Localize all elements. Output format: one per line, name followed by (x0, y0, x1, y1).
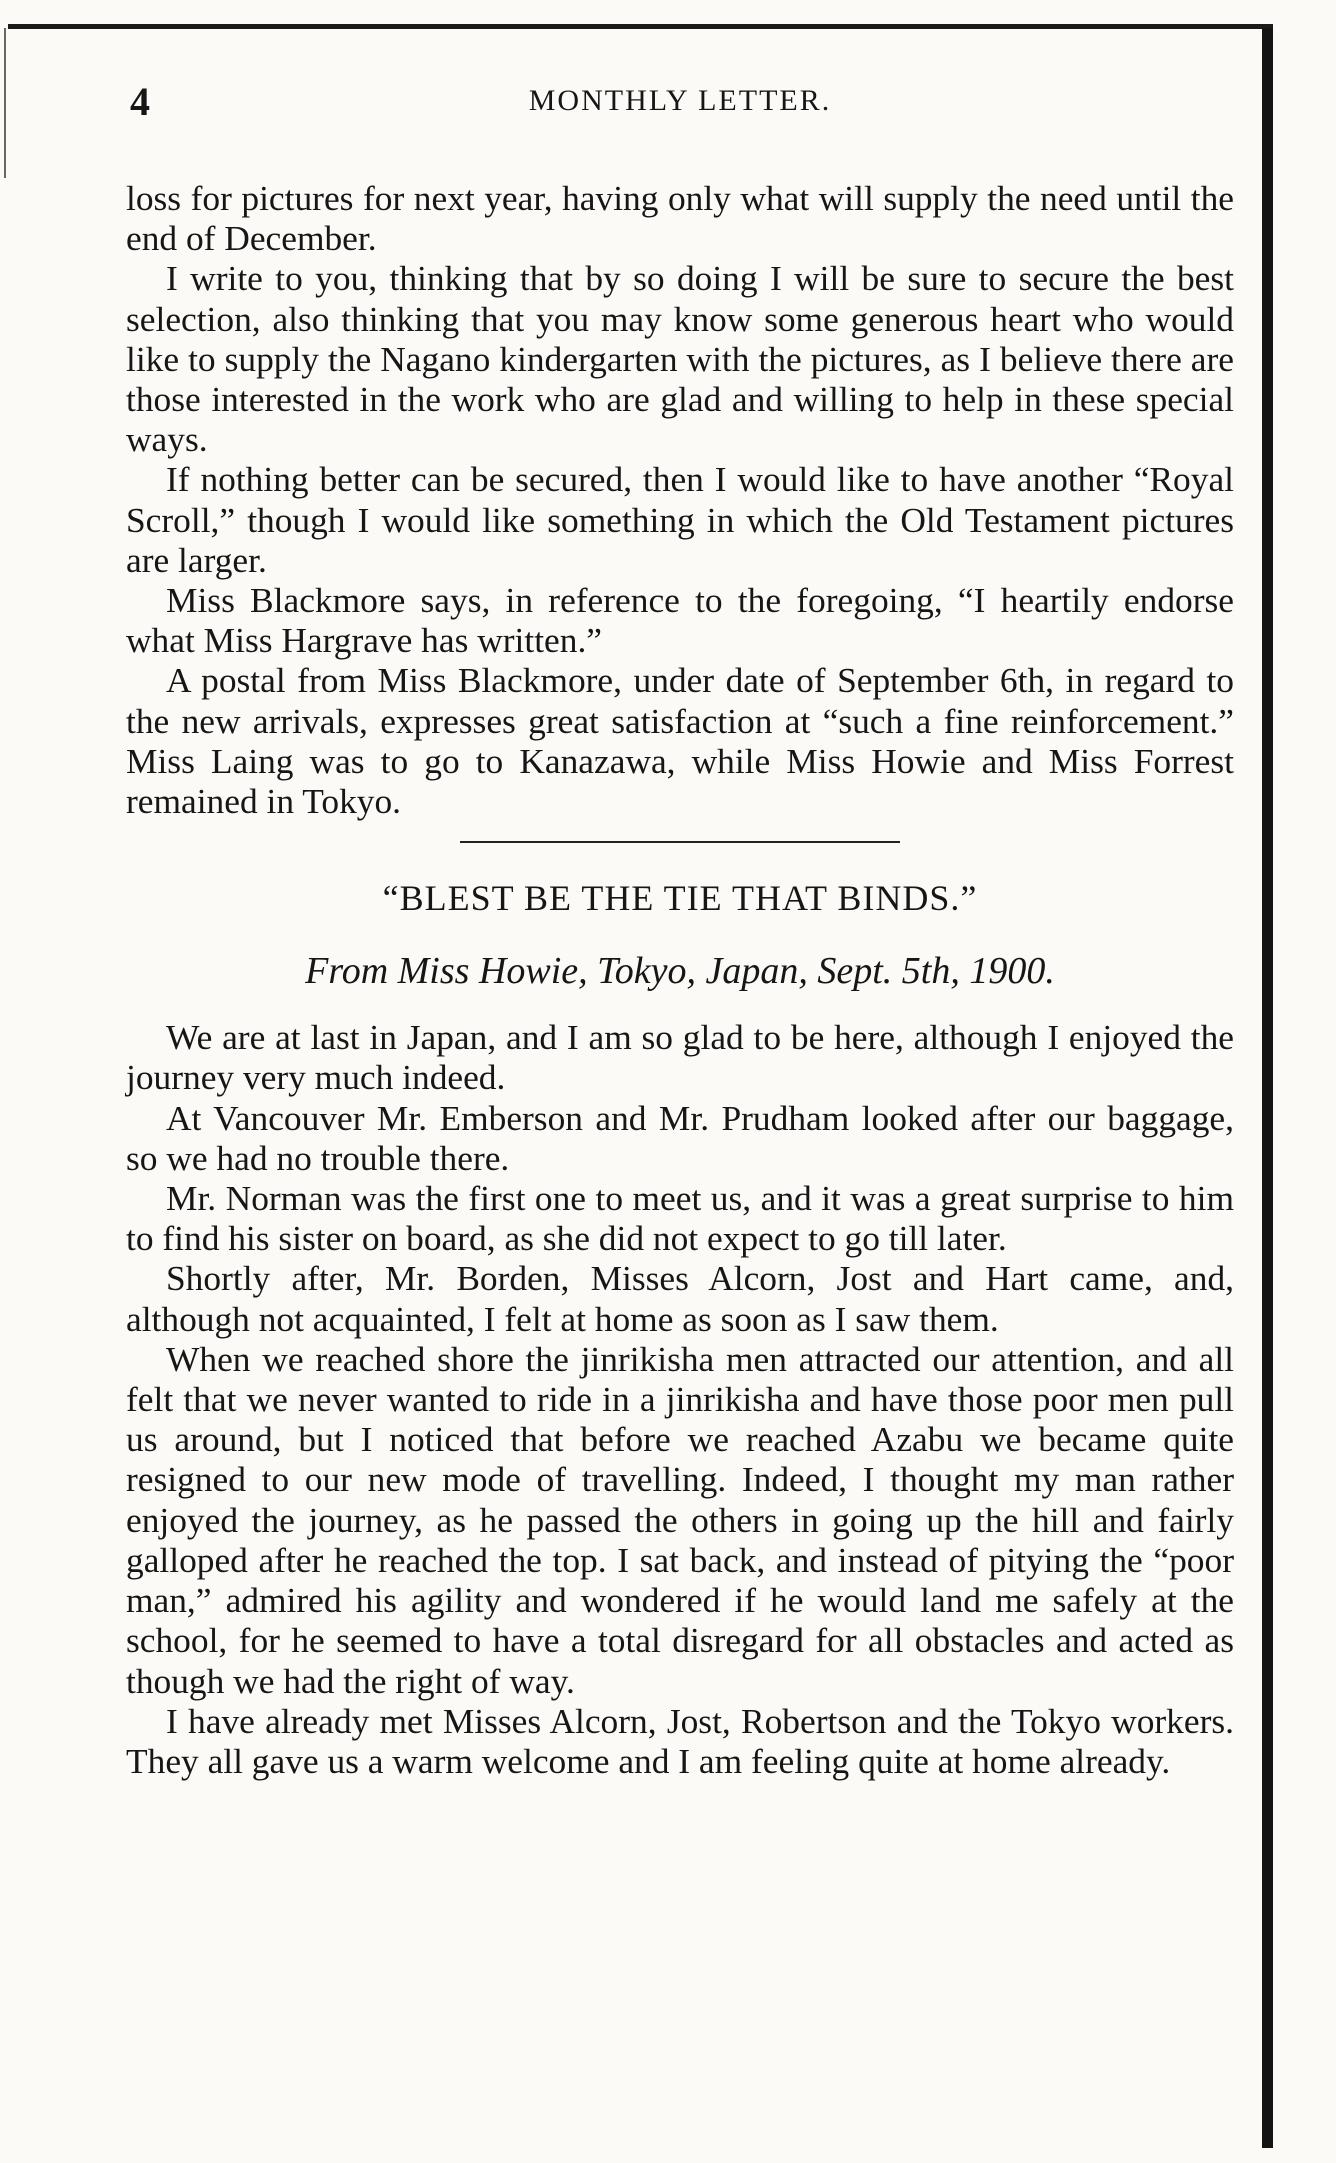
article-title: “BLEST BE THE TIE THAT BINDS.” (382, 878, 978, 919)
article-paragraph-6: I have already met Misses Alcorn, Jost, Robertson and the Tokyo workers. They all gave us a warm welcome and I am feeling quite at home already. (126, 1700, 1234, 1781)
article-paragraph-4: Shortly after, Mr. Borden, Misses Alcorn, Jost and Hart came, and, although not acquainted, I felt at home as soon as I saw them. (126, 1258, 1234, 1339)
body-text (126, 178, 1234, 1781)
letter-paragraph-1: loss for pictures for next year, having only what will supply the need until the end of December. (126, 178, 1234, 259)
top-border-rule (8, 24, 1273, 29)
article-paragraph-5: When we reached shore the jinrikisha men attracted our attention, and all felt that we never wanted to ride in a jinrikisha and have those poor men pull us around, but I noticed that before we reached Azabu we became quite resigned to our new mode of travelling. Indeed, I thought my man rather enjoyed the journey, as he passed the others in going up the hill and fairly galloped after he reached the top. I sat back, and instead of pitying the “poor man,” admired his agility and wondered if he would land me safely at the school, for he seemed to have a total disregard for all obstacles and acted as though we had the right of way. (126, 1338, 1234, 1701)
page-content (126, 72, 1234, 1781)
article-paragraph-2: At Vancouver Mr. Emberson and Mr. Prudham looked after our baggage, so we had no trouble there. (126, 1097, 1234, 1178)
letter-paragraph-2: I write to you, thinking that by so doing I will be sure to secure the best selection, also thinking that you may know some generous heart who would like to supply the Nagano kindergarten with the pictures, as I believe there are those interested in the work who are glad and willing to help in these special ways. (126, 258, 1234, 460)
letter-paragraph-4: Miss Blackmore says, in reference to the foregoing, “I heartily endorse what Miss Hargrave has written.” (126, 580, 1234, 661)
right-border-rule (1262, 28, 1273, 2148)
running-title: MONTHLY LETTER. (528, 84, 832, 117)
section-divider (460, 841, 900, 843)
letter-paragraph-5: A postal from Miss Blackmore, under date of September 6th, in regard to the new arrivals, expresses great satisfaction at “such a fine reinforcement.” Miss Laing was to go to Kanazawa, while Miss Howie and Miss Forrest remained in Tokyo. (126, 660, 1234, 822)
article-paragraph-1: We are at last in Japan, and I am so glad to be here, although I enjoyed the journey very much indeed. (126, 1017, 1234, 1098)
left-page-edge (4, 28, 6, 178)
page-number: 4 (130, 79, 150, 124)
article-byline: From Miss Howie, Tokyo, Japan, Sept. 5th, 1900. (305, 950, 1055, 993)
running-head (126, 72, 1234, 128)
article-paragraph-3: Mr. Norman was the first one to meet us, and it was a great surprise to him to find his sister on board, as she did not expect to go till later. (126, 1178, 1234, 1259)
letter-paragraph-3: If nothing better can be secured, then I would like to have another “Royal Scroll,” though I would like something in which the Old Testament pictures are larger. (126, 459, 1234, 580)
